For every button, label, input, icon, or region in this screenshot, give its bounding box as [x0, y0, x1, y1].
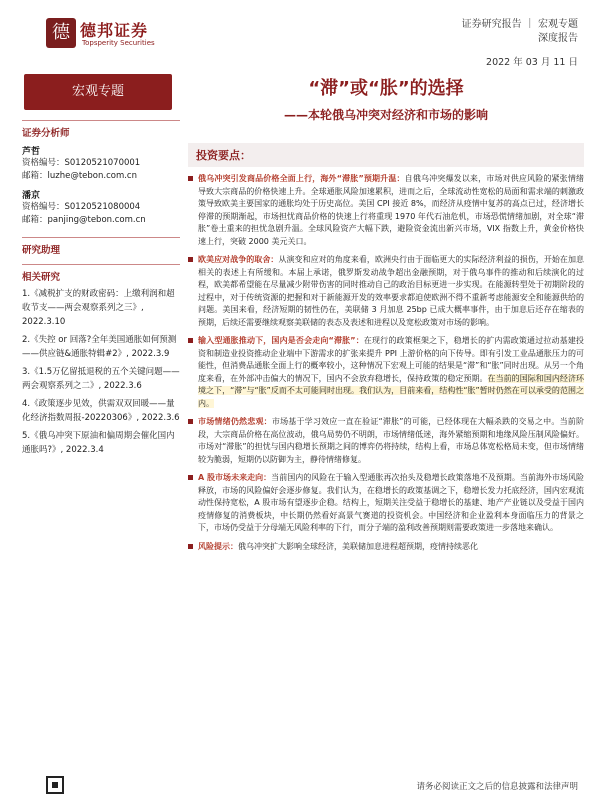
- related-item[interactable]: 5.《俄乌冲突下原油和偏周期会催化国内通胀吗?》, 2022.3.4: [22, 431, 175, 455]
- paragraph-body: 市场基于学习效应一直在验证“滞胀”的可能，已经体现在大幅杀跌的交易之中。当前阶段，大宗商品价格在高位波动，俄乌局势仍不明朗，市场情绪低迷，海外紧缩预期和地缘风险压制风险偏好。市场对“滞胀”的担忧与国内稳增长预期之间的博弈仍将持续，结构上看，市场总体宽松格局未变，但市场情绪较为脆弱，短期仍以防御为主，静待情绪修复。: [198, 417, 584, 464]
- key-point-paragraph: [188, 335, 584, 410]
- bullet-square-icon: [188, 176, 193, 181]
- related-item[interactable]: 4.《政策逐步见效，供需双双回暖——量化经济指数周报-20220306》, 2022.3.6: [22, 399, 180, 423]
- analyst-section-title: 证券分析师: [22, 120, 180, 139]
- key-point-paragraph: [188, 254, 584, 329]
- sector-label: 宏观专题: [24, 74, 172, 110]
- related-item[interactable]: 3.《1.5万亿留抵退税的五个关键问题——两会观察系列之二》, 2022.3.6: [22, 367, 180, 391]
- report-title: “滞”或“胀”的选择: [308, 78, 464, 99]
- bullet-square-icon: [188, 475, 193, 480]
- paragraph-lead: 市场情绪仍然悲观：: [198, 417, 272, 426]
- bullet-square-icon: [188, 338, 193, 343]
- report-type-line1: 证券研究报告 ｜ 宏观专题: [461, 19, 578, 30]
- bullet-square-icon: [188, 419, 193, 424]
- key-point-paragraph: [188, 173, 584, 248]
- paragraph-body: 自俄乌冲突爆发以来，市场对供应风险的紧张情绪导致大宗商品的价格快速上升。全球通胀风险加速累积，进而之后，全球流动性宽松的局面和需求端的刺激政策导致欧美主要国家的通胀均处于历史高位。美国 CPI 接近 8%，而经济从疫情中复苏的高点已过，经济增长停滞的预期渐起，市场担忧商品价格的快速上行将重现 1970 年代石油危机，市场恐慌情绪加剧，对全球“滞胀”卷土重来的担忧急剧升温。全球风险资产大幅下跌，避险资金流出新兴市场，VIX 指数上升，黄金价格快速上行，突破 2000 美元关口。: [198, 174, 584, 246]
- paragraph-body: 在现行的政策框架之下，稳增长的扩内需政策通过拉动基建投资和制造业投资推动企业端中下游需求的扩张来提升 PPI 上游价格的向下传导。即有引发工业品通胀压力的可能性，但消费品通胀全面上行的概率较小，这种情况下宏观上可能的结果是“滞”和“胀”同时出现。从另一个角度来看，在外部冲击偏大的情况下，国内不会放弃稳增长，保持政策的稳定预期。: [198, 336, 584, 383]
- company-name-english: Topsperity Securities: [82, 39, 155, 47]
- related-item[interactable]: 2.《失控 or 回落?全年美国通胀如何预测——供应链&通胀特辑#2》, 2022.3.9: [22, 335, 177, 359]
- company-name: 德邦证券: [80, 21, 149, 40]
- qr-code-icon: [46, 776, 64, 794]
- related-list: [22, 287, 180, 457]
- key-points-heading: 投资要点：: [188, 143, 584, 167]
- paragraph-highlight: 在当前的国际和国内经济环境之下，“滞”与“胀”反而不太可能同时出现。我们认为，目前来看，结构性“胀”暂时仍然在可以承受的范围之内。: [198, 373, 584, 408]
- key-point-paragraph: [188, 472, 584, 535]
- paragraph-lead: A 股市场未来走向：: [198, 473, 272, 482]
- assistant-section-title: 研究助理: [22, 237, 180, 256]
- analyst-name: 潘京: [22, 191, 41, 201]
- analyst-email: 邮箱：luzhe@tebon.com.cn: [22, 171, 137, 181]
- disclaimer-note: 请务必阅读正文之后的信息披露和法律声明: [416, 782, 578, 792]
- company-logo-icon: 德: [46, 18, 76, 48]
- bullet-square-icon: [188, 257, 193, 262]
- paragraph-body: 俄乌冲突扩大影响全球经济，美联储加息进程超预期，疫情持续恶化: [238, 541, 478, 551]
- report-header: [0, 0, 600, 68]
- report-type: [462, 18, 578, 46]
- related-item[interactable]: 1.《减税扩支的财政密码：上缴利润和超收节支——两会观察系列之三》, 2022.3.10: [22, 289, 175, 327]
- key-point-paragraph: [188, 416, 584, 466]
- related-section-title: 相关研究: [22, 264, 180, 283]
- analyst-cert: 资格编号：S0120521070001: [22, 158, 141, 168]
- analyst-name: 芦哲: [22, 147, 41, 157]
- report-main: [188, 74, 584, 553]
- paragraph-lead: 欧美应对战争的取舍：: [198, 255, 279, 264]
- report-subtitle: ——本轮俄乌冲突对经济和市场的影响: [283, 108, 488, 122]
- report-footer: [0, 770, 600, 800]
- analyst-email: 邮箱：panjing@tebon.com.cn: [22, 215, 146, 225]
- bullet-square-icon: [188, 544, 193, 549]
- paragraph-body: 当前国内的风险在于输入型通胀再次抬头及稳增长政策落地不及预期。当前海外市场风险释放，市场的风险偏好会逐步修复。我们认为，在稳增长的政策基调之下，稳增长发力托底经济，国内宏观流动性保持宽松，A 股市场有望逐步企稳。结构上，短期关注受益于稳增长的基建、地产产业链以及受益于国内疫情修复的消费板块，中长期仍然看好高景气赛道的投资机会。中国经济和企业盈利本身面临压力的背景之下，市场仍受益于分母端无风险利率的下行，而分子端的盈利改善预期则需要政策进一步落地来确认。: [198, 473, 584, 532]
- paragraph-body: 从演变和应对的角度来看，欧洲央行由于面临更大的实际经济利益的损伤，开始在加息相关的表述上有所缓和。本届上承诺，俄罗斯发动战争超出金融预期，对于俄乌事件的推动和后续演化的过程，欧美都希望能在尽量减少附带伤害的同时推动自己的政治目标更进一步实现。在能源转型处于初期阶段的过程中，对于传统资源的把握和对于新能源开发的效率要求都迫使欧洲不得不重新考虑能源安全和能源供给的问题。美国来看，经济短期的韧性仍在，美联储 3 月加息 25bp 已成大概率事件，由于加息后还存在缩表的预期，后续还需要继续观察美联储的表态及表述和进程以及宽松政策对市场的影响。: [198, 255, 585, 327]
- paragraph-lead: 输入型通胀推动下，国内是否会走向“滞胀”：: [198, 336, 364, 345]
- report-type-line2: 深度报告: [538, 33, 578, 44]
- paragraph-lead: 俄乌冲突引发商品价格全面上行，海外“滞胀”预期升温：: [198, 174, 405, 183]
- paragraph-lead: 风险提示：: [198, 541, 238, 551]
- risk-warning-paragraph: [188, 541, 584, 554]
- analyst-cert: 资格编号：S0120521080004: [22, 202, 141, 212]
- analyst-block: [22, 144, 180, 227]
- report-date: 2022 年 03 月 11 日: [486, 57, 578, 68]
- sidebar: [22, 74, 180, 774]
